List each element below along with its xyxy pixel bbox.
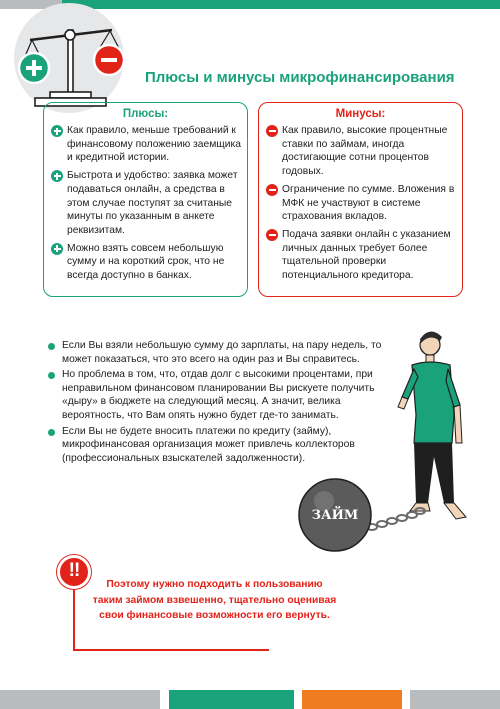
cons-box bbox=[258, 102, 463, 297]
exclamation-icon bbox=[57, 555, 91, 589]
bullet-dot bbox=[48, 372, 55, 379]
main-point-text: Если Вы не будете вносить платежи по кредиту (займу), микрофинансовая организация может привлечь коллекторов (профессиональных взыскателей задолженности). bbox=[62, 425, 355, 464]
pros-item-text: Можно взять совсем небольшую сумму и на короткий срок, что не всегда доступно в банках. bbox=[67, 242, 225, 282]
main-point-text: Если Вы взяли небольшую сумму до зарплаты, на пару недель, то может показаться, что это всего на один раз и Вы справитесь. bbox=[62, 340, 382, 365]
cons-item bbox=[259, 228, 462, 283]
exclamation-icon-text: !! bbox=[68, 560, 80, 581]
pros-heading: Плюсы: bbox=[122, 108, 169, 120]
bottom-bar-grey-right bbox=[410, 690, 500, 709]
cons-heading: Минусы: bbox=[335, 108, 386, 120]
cons-item bbox=[259, 124, 462, 179]
pros-item bbox=[44, 124, 247, 165]
minus-circle-icon bbox=[266, 125, 278, 137]
pros-item bbox=[44, 242, 247, 283]
bullet-dot bbox=[48, 343, 55, 350]
cons-item-text: Как правило, высокие процентные ставки по займам, иногда достигающие сотни процентов годовых. bbox=[282, 125, 448, 178]
pros-list bbox=[44, 124, 247, 283]
cons-item-text: Ограничение по сумме. Вложения в МФК не участвуют в системе страхования вкладов. bbox=[282, 183, 455, 223]
bottom-bar-orange bbox=[302, 690, 402, 709]
cons-list bbox=[259, 124, 462, 283]
bullet-dot bbox=[48, 429, 55, 436]
pros-item bbox=[44, 169, 247, 238]
plus-circle-icon bbox=[51, 125, 63, 137]
minus-circle-icon bbox=[266, 229, 278, 241]
cons-item bbox=[259, 183, 462, 224]
page-title: Плюсы и минусы микрофинансирования bbox=[145, 69, 455, 86]
main-point-text: Но проблема в том, что, отдав долг с высокими процентами, при неправильном финансовом планировании Вы рискуете получить «дыру» в бюджете на следующий месяц. А значит, велика вероятность, что Вам опять нужно будет где-то занимать. bbox=[62, 369, 375, 421]
cons-item-text: Подача заявки онлайн с указанием личных данных требует более тщательной проверки потенциального кредитора. bbox=[282, 228, 451, 282]
ball-label: ЗАЙМ bbox=[311, 508, 359, 523]
plus-circle-icon bbox=[51, 243, 63, 255]
warning-text: Поэтому нужно подходить к пользованию таким займом взвешенно, тщательно оценивая свои финансовые возможности его вернуть. bbox=[92, 579, 337, 622]
pros-item-text: Как правило, меньше требований к финансовому положению заемщика и кредитной истории. bbox=[67, 125, 241, 164]
man-with-ball-and-chain-illustration bbox=[290, 325, 490, 560]
bottom-bar-green bbox=[169, 690, 294, 709]
pros-box bbox=[43, 102, 248, 297]
pros-item-text: Быстрота и удобство: заявка может подаваться онлайн, а средства в этом случае поступят за считаные минуты по указанным в анкете реквизитам. bbox=[67, 170, 238, 236]
minus-circle-icon bbox=[266, 184, 278, 196]
bottom-bar-grey-left bbox=[0, 690, 160, 709]
plus-circle-icon bbox=[51, 170, 63, 182]
